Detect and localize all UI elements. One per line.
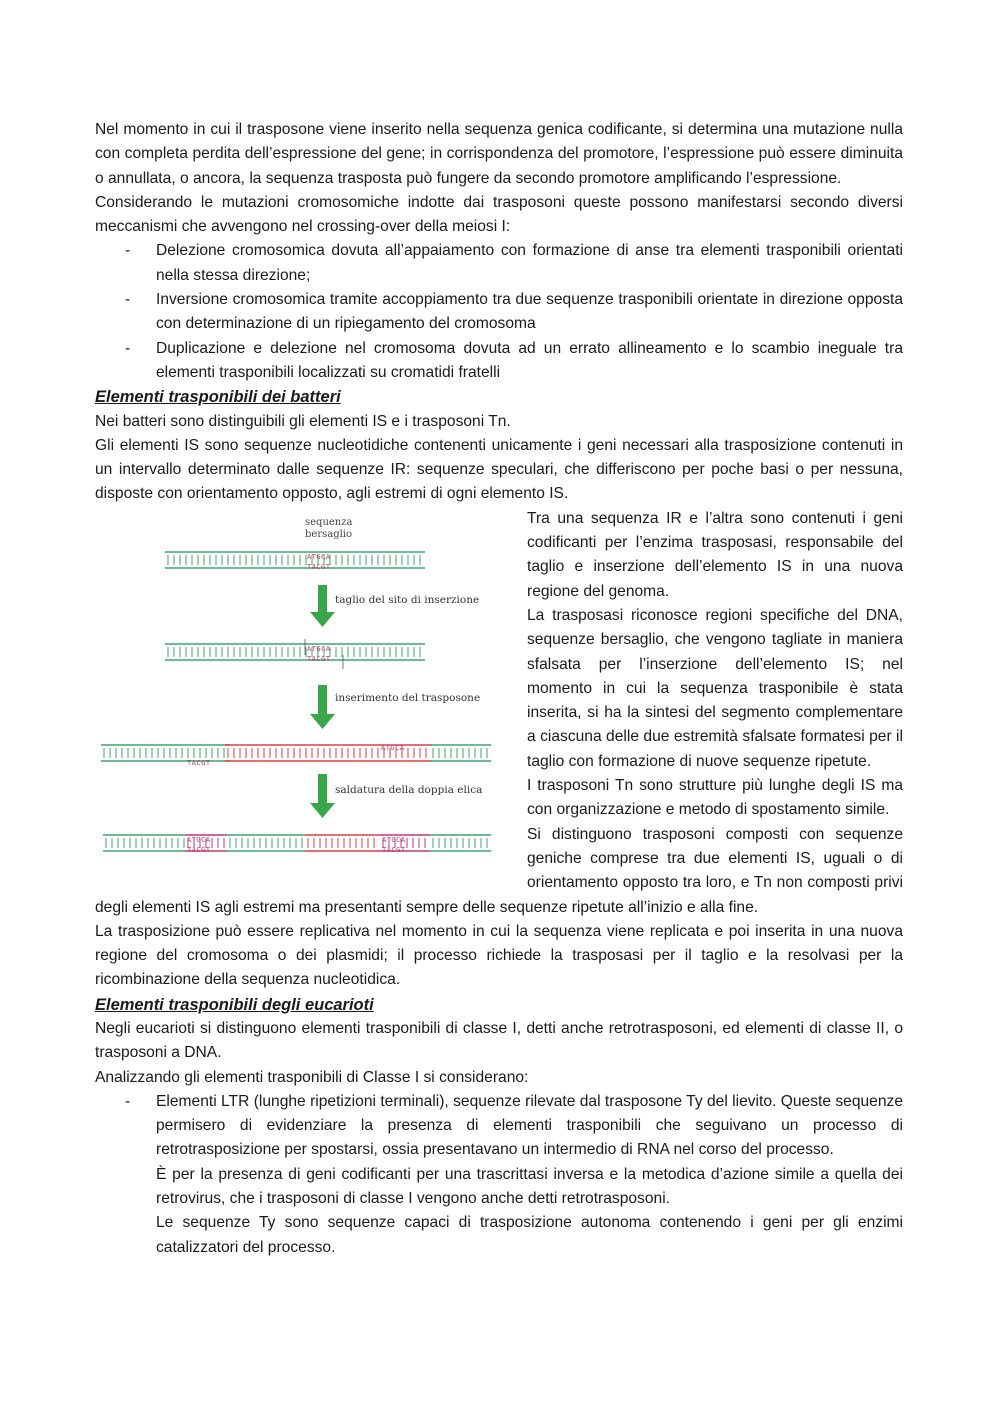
sequence-text: ATGCA — [381, 743, 405, 752]
step-label: saldatura della doppia elica — [335, 783, 483, 796]
bullet: - — [125, 242, 131, 260]
figure-row — [95, 507, 903, 920]
dna-strand-3 — [101, 744, 491, 767]
list-item — [95, 239, 903, 288]
paragraph: Nei batteri sono distinguibili gli elementi IS e i trasposoni Tn. — [95, 412, 511, 430]
list-item-text: Inversione cromosomica tramite accoppiamento tra due sequenze trasponibili orientate in direzione opposta con determinazione di un ripiegamento del cromosoma — [156, 291, 903, 333]
list-item-text: È per la presenza di geni codificanti per una trascrittasi inversa e la metodica d’azione simile a quella dei retrovirus, che i trasposoni di classe I vengono anche detti retrotrasposoni. — [156, 1165, 903, 1208]
paragraph: Si distinguono trasposoni composti con sequenze geniche comprese tra due elementi IS, uguali o di orientamento opposto tra loro, e Tn non composti privi degli elementi IS agli estremi ma presentanti sempre delle sequenze ripetute all’inizio e alla fine. — [95, 825, 903, 916]
bullet: - — [125, 1092, 131, 1110]
sequence-text: TACGT — [187, 758, 211, 767]
sequence-text: ATGCA — [382, 835, 406, 844]
step-label: taglio del sito di inserzione — [335, 593, 480, 606]
dna-strand-1 — [165, 552, 425, 571]
class-i-list — [95, 1090, 903, 1260]
sequence-text: TACGT — [382, 845, 406, 854]
section-heading-bacteria: Elementi trasponibili dei batteri — [95, 388, 341, 407]
list-item-text: Le sequenze Ty sono sequenze capaci di trasposizione autonoma contenendo i geni per gli enzimi catalizzatori del processo. — [156, 1214, 903, 1256]
list-item-text: Duplicazione e delezione nel cromosoma dovuta ad un errato allineamento e lo scambio ineguale tra elementi trasponibili localizzati su cromatidi fratelli — [156, 339, 903, 381]
paragraph: Nel momento in cui il trasposone viene inserito nella sequenza genica codificante, si determina una mutazione nulla con completa perdita dell’espressione del gene; in corrispondenza del promotore, l’espressione può essere diminuita o annullata, o ancora, la sequenza trasposta può fungere da secondo promotore amplificando l’espressione. — [95, 121, 903, 187]
insertion-diagram — [95, 507, 515, 877]
target-label: sequenza — [305, 516, 353, 528]
dna-strand-2 — [165, 639, 425, 669]
list-item — [95, 1090, 903, 1260]
sequence-text: TACGT — [307, 562, 331, 571]
document-page — [95, 118, 903, 1260]
step-label: inserimento del trasposone — [335, 691, 481, 704]
bullet: - — [125, 339, 131, 357]
target-label: bersaglio — [305, 528, 353, 540]
arrow-2 — [310, 685, 335, 729]
sequence-text: ATGCA — [307, 552, 331, 561]
sequence-text: TACGT — [187, 845, 211, 854]
paragraph: La trasposasi riconosce regioni specifiche del DNA, sequenze bersaglio, che vengono tagliate in maniera sfalsata per l’inserzione dell’elemento IS; nel momento in cui la sequenza trasponibile è stata inserita, si ha la sintesi del segmento complementare a ciascuna delle due estremità sfalsate formatesi per il taglio con formazione di nuove sequenze ripetute. — [527, 606, 903, 770]
list-item-text: Elementi LTR (lunghe ripetizioni terminali), sequenze rilevate dal trasposone Ty del lievito. Queste sequenze permisero di evidenziare la presenza di elementi trasponibili che seguivano un processo di retrotrasposizione per spostarsi, ossia presentavano un intermedio di RNA nel corso del processo. — [156, 1092, 903, 1159]
sequence-text: ATGCA — [187, 835, 211, 844]
dna-strand-4 — [103, 835, 491, 854]
paragraph: Analizzando gli elementi trasponibili di Classe I si considerano: — [95, 1068, 529, 1086]
paragraph: Gli elementi IS sono sequenze nucleotidiche contenenti unicamente i geni necessari alla trasposizione contenuti in un intervallo determinato dalle sequenze IR: sequenze speculari, che differiscono per poche basi o per nessuna, disposte con orientamento opposto, agli estremi di ogni elemento IS. — [95, 436, 903, 503]
arrow-1 — [310, 585, 335, 627]
list-item — [95, 288, 903, 337]
arrow-3 — [310, 774, 335, 818]
paragraph: Tra una sequenza IR e l’altra sono contenuti i geni codificanti per l’enzima trasposasi, responsabile del taglio e inserzione dell’elemento IS in una nuova regione del genoma. — [527, 509, 903, 600]
transposon-insertion-figure — [95, 507, 515, 877]
section-heading-eukaryotes: Elementi trasponibili degli eucarioti — [95, 995, 374, 1014]
paragraph: Negli eucarioti si distinguono elementi trasponibili di classe I, detti anche retrotrasposoni, ed elementi di classe II, o trasposoni a DNA. — [95, 1019, 903, 1062]
sequence-text: TACGT — [307, 654, 331, 663]
paragraph: Considerando le mutazioni cromosomiche indotte dai trasposoni queste possono manifestarsi secondo diversi meccanismi che avvengono nel crossing-over della meiosi I: — [95, 193, 903, 236]
paragraph: I trasposoni Tn sono strutture più lunghe degli IS ma con organizzazione e metodo di spostamento simile. — [527, 777, 903, 819]
bullet: - — [125, 291, 131, 309]
mutation-list — [95, 239, 903, 385]
list-item-text: Delezione cromosomica dovuta all’appaiamento con formazione di anse tra elementi trasponibili orientati nella stessa direzione; — [156, 242, 903, 284]
sequence-text: ATGCA — [307, 644, 331, 653]
paragraph: La trasposizione può essere replicativa nel momento in cui la sequenza viene replicata e poi inserita in una nuova regione del cromosoma o dei plasmidi; il processo richiede la trasposasi per il taglio e la resolvasi per la ricombinazione della sequenza nucleotidica. — [95, 922, 903, 989]
list-item — [95, 337, 903, 386]
